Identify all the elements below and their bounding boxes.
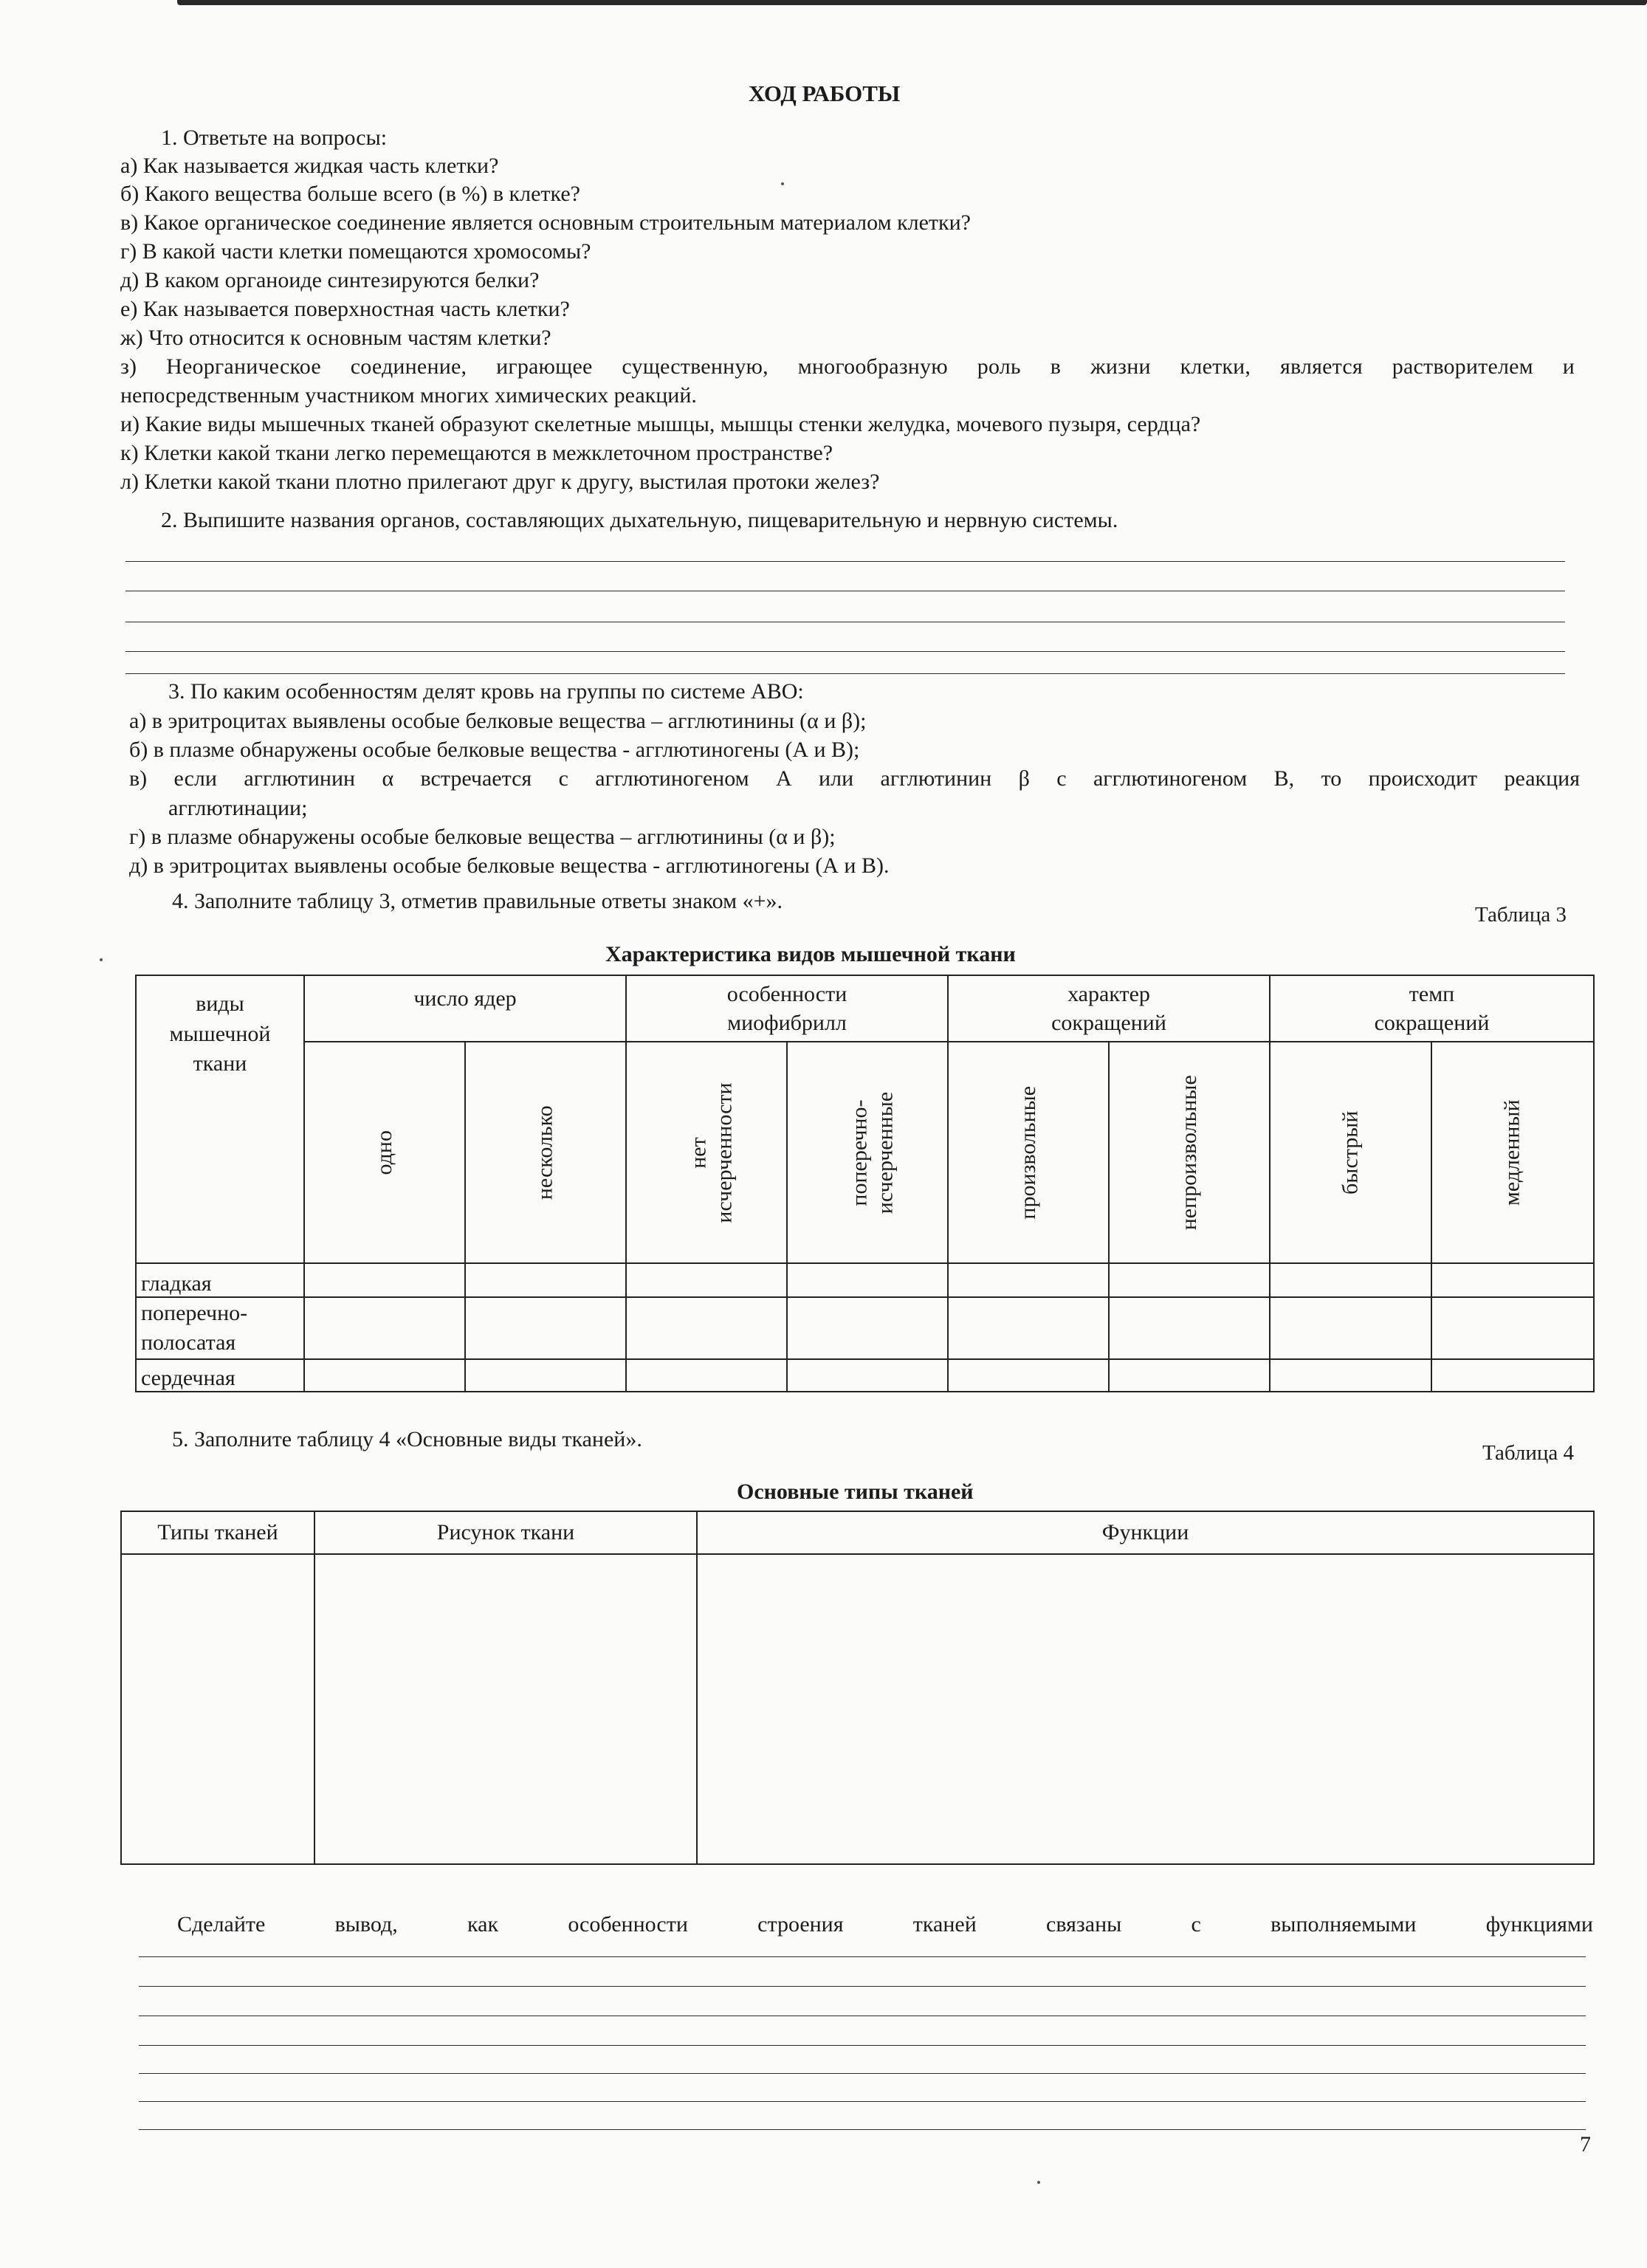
- table3-group-nuclei: число ядер: [304, 975, 626, 1042]
- answer-cell[interactable]: [626, 1263, 787, 1297]
- table3: [135, 975, 1595, 1392]
- option-d: д) в эритроцитах выявлены особые белковые вещества - агглютиногены (А и В).: [129, 853, 890, 878]
- header-tissue-drawing: Рисунок ткани: [314, 1511, 697, 1554]
- answer-cell[interactable]: [121, 1554, 314, 1864]
- scan-speck: [781, 182, 784, 185]
- question-z-line2: непосредственным участником многих химических реакций.: [120, 383, 697, 408]
- row-label-smooth: гладкая: [136, 1263, 304, 1297]
- question-i: и) Какие виды мышечных тканей образуют скелетные мышцы, мышцы стенки желудка, мочевого пузыря, сердца?: [120, 412, 1201, 436]
- answer-cell[interactable]: [787, 1359, 948, 1392]
- table-row: [136, 1359, 1594, 1392]
- row-label-cardiac: сердечная: [136, 1359, 304, 1392]
- page-number: 7: [1580, 2132, 1591, 2157]
- question-v: в) Какое органическое соединение является основным строительным материалом клетки?: [120, 210, 971, 235]
- answer-cell[interactable]: [1270, 1297, 1431, 1359]
- table3-corner: виды мышечной ткани: [169, 992, 271, 1076]
- subcol-several: несколько: [465, 1042, 626, 1263]
- answer-cell[interactable]: [697, 1554, 1594, 1864]
- task3-intro: 3. По каким особенностям делят кровь на группы по системе АВО:: [168, 679, 804, 704]
- option-g: г) в плазме обнаружены особые белковые вещества – агглютинины (α и β);: [129, 825, 836, 849]
- table3-group-myofibrils: особенности миофибрилл: [626, 975, 948, 1042]
- conclusion-prompt: [177, 1912, 1593, 1937]
- answer-cell[interactable]: [465, 1297, 626, 1359]
- subcol-no-striation: нет исчерченности: [626, 1042, 787, 1263]
- answer-line[interactable]: [139, 1986, 1586, 1987]
- question-d: д) В каком органоиде синтезируются белки?: [120, 268, 540, 292]
- table3-corner-cell: [136, 975, 304, 1263]
- table-row: [121, 1554, 1594, 1864]
- conclusion-word: строения: [757, 1912, 844, 1937]
- conclusion-word: особенности: [568, 1912, 688, 1937]
- question-b: б) Какого вещества больше всего (в %) в клетке?: [120, 182, 580, 206]
- answer-cell[interactable]: [1431, 1359, 1594, 1392]
- answer-cell[interactable]: [1431, 1263, 1594, 1297]
- conclusion-word: вывод,: [334, 1912, 398, 1937]
- answer-line[interactable]: [125, 561, 1565, 562]
- answer-cell[interactable]: [465, 1359, 626, 1392]
- answer-cell[interactable]: [626, 1297, 787, 1359]
- subcol-slow: медленный: [1431, 1042, 1594, 1263]
- page-heading: ХОД РАБОТЫ: [749, 80, 901, 106]
- table3-label: Таблица 3: [1475, 903, 1567, 927]
- answer-cell[interactable]: [465, 1263, 626, 1297]
- answer-cell[interactable]: [1270, 1359, 1431, 1392]
- answer-cell[interactable]: [1109, 1263, 1270, 1297]
- table4-label: Таблица 4: [1482, 1441, 1575, 1465]
- task2-prompt: 2. Выпишите названия органов, составляющих дыхательную, пищеварительную и нервную системы.: [161, 508, 1118, 532]
- answer-cell[interactable]: [787, 1263, 948, 1297]
- scan-edge: [177, 0, 1647, 5]
- task1-intro: 1. Ответьте на вопросы:: [161, 126, 388, 150]
- table-row: [136, 1263, 1594, 1297]
- answer-line[interactable]: [139, 1956, 1586, 1957]
- table3-title: Характеристика видов мышечной ткани: [605, 942, 1016, 966]
- conclusion-word: связаны: [1046, 1912, 1122, 1937]
- conclusion-word: с: [1191, 1912, 1201, 1937]
- option-b: б) в плазме обнаружены особые белковые вещества - агглютиногены (А и В);: [129, 738, 860, 762]
- conclusion-word: функциями: [1485, 1912, 1593, 1937]
- answer-line[interactable]: [139, 2101, 1586, 2102]
- header-tissue-types: Типы тканей: [121, 1511, 314, 1554]
- answer-cell[interactable]: [1270, 1263, 1431, 1297]
- option-a: а) в эритроцитах выявлены особые белковые вещества – агглютинины (α и β);: [129, 709, 867, 733]
- question-k: к) Клетки какой ткани легко перемещаются в межклеточном пространстве?: [120, 441, 833, 465]
- answer-cell[interactable]: [787, 1297, 948, 1359]
- table4-title: Основные типы тканей: [737, 1480, 974, 1504]
- row-label-striated: поперечно-полосатая: [136, 1297, 304, 1359]
- answer-cell[interactable]: [1109, 1359, 1270, 1392]
- question-zh: ж) Что относится к основным частям клетки?: [120, 326, 551, 350]
- answer-cell[interactable]: [304, 1359, 465, 1392]
- question-e: е) Как называется поверхностная часть клетки?: [120, 297, 570, 321]
- conclusion-word: Сделайте: [177, 1912, 266, 1937]
- subcol-fast: быстрый: [1270, 1042, 1431, 1263]
- conclusion-word: как: [467, 1912, 499, 1937]
- answer-cell[interactable]: [948, 1297, 1109, 1359]
- answer-cell[interactable]: [304, 1263, 465, 1297]
- subcol-voluntary: произвольные: [948, 1042, 1109, 1263]
- answer-line[interactable]: [139, 2129, 1586, 2130]
- task4-prompt: 4. Заполните таблицу 3, отметив правильные ответы знаком «+».: [172, 889, 783, 913]
- table4: [120, 1511, 1595, 1865]
- subcol-cross-striated: поперечно-исчерченные: [787, 1042, 948, 1263]
- answer-line[interactable]: [139, 2073, 1586, 2074]
- answer-line[interactable]: [125, 673, 1565, 674]
- option-v-line1: в) если агглютинин α встречается с агглютиногеном А или агглютинин β с агглютиногеном В, то происходит реакция: [129, 766, 1580, 791]
- header-functions: Функции: [697, 1511, 1594, 1554]
- conclusion-word: выполняемыми: [1271, 1912, 1417, 1937]
- answer-cell[interactable]: [304, 1297, 465, 1359]
- question-a: а) Как называется жидкая часть клетки?: [120, 154, 499, 178]
- answer-cell[interactable]: [626, 1359, 787, 1392]
- conclusion-word: тканей: [912, 1912, 977, 1937]
- answer-line[interactable]: [125, 651, 1565, 652]
- answer-cell[interactable]: [314, 1554, 697, 1864]
- answer-cell[interactable]: [948, 1263, 1109, 1297]
- task5-prompt: 5. Заполните таблицу 4 «Основные виды тканей».: [172, 1427, 642, 1451]
- table3-group-contraction-pace: темп сокращений: [1270, 975, 1594, 1042]
- subcol-one: одно: [304, 1042, 465, 1263]
- answer-cell[interactable]: [1431, 1297, 1594, 1359]
- scan-speck: [1037, 2181, 1040, 2184]
- question-l: л) Клетки какой ткани плотно прилегают друг к другу, выстилая протоки желез?: [120, 470, 880, 494]
- scan-speck: [100, 958, 103, 961]
- option-v-line2: агглютинации;: [168, 796, 308, 820]
- subcol-involuntary: непроизвольные: [1109, 1042, 1270, 1263]
- answer-cell[interactable]: [1109, 1297, 1270, 1359]
- answer-line[interactable]: [139, 2045, 1586, 2046]
- question-g: г) В какой части клетки помещаются хромосомы?: [120, 239, 591, 264]
- answer-cell[interactable]: [948, 1359, 1109, 1392]
- question-z-line1: з) Неорганическое соединение, играющее существенную, многообразную роль в жизни клетки, является растворителем и: [120, 354, 1575, 379]
- table3-group-contraction-type: характер сокращений: [948, 975, 1270, 1042]
- table-row: [136, 1297, 1594, 1359]
